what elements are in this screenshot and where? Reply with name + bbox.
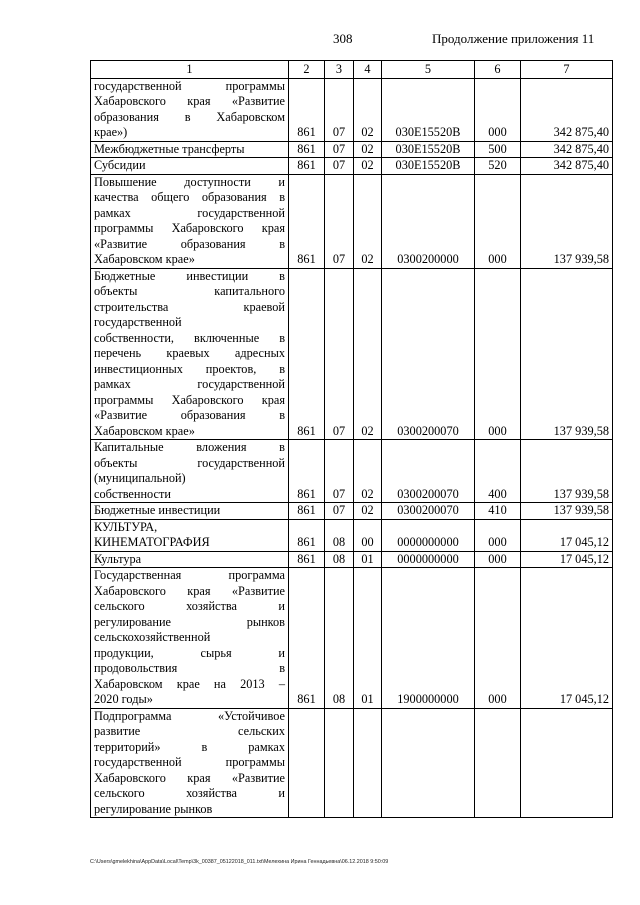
expense-type-cell: 520 — [475, 158, 521, 175]
expense-type-cell: 000 — [475, 174, 521, 268]
row-name-line: образования в Хабаровском — [94, 109, 285, 124]
row-name-line: Государственная программа — [94, 568, 285, 582]
expense-type-cell: 410 — [475, 503, 521, 520]
row-name-line: регулирование рынков — [94, 614, 285, 629]
row-name-line: строительства краевой — [94, 299, 285, 314]
column-header-6: 6 — [475, 61, 521, 79]
table-row — [91, 141, 613, 158]
row-name-line: Субсидии — [94, 158, 146, 172]
section-code-cell: 08 — [325, 519, 354, 551]
expense-type-cell — [475, 708, 521, 818]
column-header-7: 7 — [521, 61, 613, 79]
row-name-cell — [91, 78, 289, 141]
target-article-cell: 0300200070 — [382, 503, 475, 520]
table-row — [91, 568, 613, 709]
row-name-line: инвестиционных проектов, в — [94, 361, 285, 376]
row-name-line: Хабаровском крае» — [94, 252, 195, 266]
row-name-line: КИНЕМАТОГРАФИЯ — [94, 535, 210, 549]
column-header-1: 1 — [91, 61, 289, 79]
table-row — [91, 174, 613, 268]
ministry-code-cell: 861 — [289, 551, 325, 568]
section-code-cell: 08 — [325, 568, 354, 709]
ministry-code-cell: 861 — [289, 158, 325, 175]
subsection-code-cell: 00 — [354, 519, 382, 551]
row-name-line: перечень краевых адресных — [94, 346, 285, 360]
section-code-cell — [325, 708, 354, 818]
row-name-line: программы Хабаровского края — [94, 221, 285, 235]
section-code-cell: 07 — [325, 174, 354, 268]
row-name-line: рамках государственной — [94, 205, 285, 220]
row-name-line: объекты капитального — [94, 284, 285, 298]
row-name-cell — [91, 174, 289, 268]
row-name-line: Межбюджетные трансферты — [94, 141, 245, 156]
ministry-code-cell: 861 — [289, 440, 325, 503]
subsection-code-cell: 01 — [354, 551, 382, 568]
row-name-line: собственности, включенные в — [94, 330, 285, 345]
row-name-cell — [91, 141, 289, 158]
row-name-cell — [91, 519, 289, 551]
target-article-cell: 0300200000 — [382, 174, 475, 268]
target-article-cell: 030Е15520В — [382, 78, 475, 141]
row-name-line: государственной программы — [94, 78, 285, 93]
row-name-line: Хабаровском крае» — [94, 423, 195, 438]
amount-cell: 137 939,58 — [521, 503, 613, 520]
amount-cell: 137 939,58 — [521, 268, 613, 440]
section-code-cell: 07 — [325, 158, 354, 175]
amount-cell: 17 045,12 — [521, 519, 613, 551]
target-article-cell: 030Е15520В — [382, 158, 475, 175]
column-header-5: 5 — [382, 61, 475, 79]
amount-cell: 137 939,58 — [521, 440, 613, 503]
amount-cell: 342 875,40 — [521, 78, 613, 141]
ministry-code-cell: 861 — [289, 141, 325, 158]
expense-type-cell: 000 — [475, 78, 521, 141]
row-name-line: Бюджетные инвестиции — [94, 503, 221, 517]
row-name-line: сельского хозяйства и — [94, 599, 285, 613]
target-article-cell: 0000000000 — [382, 551, 475, 568]
target-article-cell: 030Е15520В — [382, 141, 475, 158]
row-name-line: Подпрограмма «Устойчивое — [94, 708, 285, 723]
row-name-line: КУЛЬТУРА, — [94, 519, 158, 534]
section-code-cell: 07 — [325, 141, 354, 158]
row-name-cell — [91, 708, 289, 818]
ministry-code-cell: 861 — [289, 568, 325, 709]
subsection-code-cell: 02 — [354, 78, 382, 141]
row-name-line: крае») — [94, 125, 128, 139]
row-name-line: Капитальные вложения в — [94, 440, 285, 454]
row-name-line: Культура — [94, 551, 142, 566]
section-code-cell: 07 — [325, 503, 354, 520]
target-article-cell: 0300200070 — [382, 268, 475, 440]
table-body — [91, 78, 613, 818]
row-name-line: продукции, сырья и — [94, 645, 285, 660]
expense-type-cell: 000 — [475, 568, 521, 709]
expense-type-cell: 400 — [475, 440, 521, 503]
table-row — [91, 708, 613, 818]
subsection-code-cell: 02 — [354, 268, 382, 440]
row-name-line: Хабаровском крае на 2013 – — [94, 676, 285, 691]
budget-table — [90, 60, 613, 818]
amount-cell: 17 045,12 — [521, 568, 613, 709]
row-name-cell — [91, 158, 289, 175]
subsection-code-cell: 02 — [354, 174, 382, 268]
row-name-line: продовольствия в — [94, 661, 285, 675]
section-code-cell: 08 — [325, 551, 354, 568]
target-article-cell: 1900000000 — [382, 568, 475, 709]
table-row — [91, 551, 613, 568]
amount-cell: 137 939,58 — [521, 174, 613, 268]
row-name-line: Бюджетные инвестиции в — [94, 268, 285, 283]
row-name-line: Хабаровского края «Развитие — [94, 583, 285, 598]
expense-type-cell: 000 — [475, 268, 521, 440]
column-header-2: 2 — [289, 61, 325, 79]
row-name-line: программы Хабаровского края — [94, 392, 285, 407]
table-row — [91, 158, 613, 175]
row-name-line: Хабаровского края «Развитие — [94, 770, 285, 785]
column-header-3: 3 — [325, 61, 354, 79]
row-name-cell — [91, 268, 289, 440]
row-name-line: развитие сельских — [94, 724, 285, 738]
target-article-cell: 0000000000 — [382, 519, 475, 551]
subsection-code-cell: 02 — [354, 141, 382, 158]
ministry-code-cell: 861 — [289, 78, 325, 141]
amount-cell: 342 875,40 — [521, 158, 613, 175]
row-name-line: «Развитие образования в — [94, 408, 285, 422]
amount-cell: 342 875,40 — [521, 141, 613, 158]
row-name-line: рамках государственной — [94, 377, 285, 391]
ministry-code-cell: 861 — [289, 174, 325, 268]
column-number-row — [91, 61, 613, 79]
row-name-line: территорий» в рамках — [94, 739, 285, 754]
expense-type-cell: 000 — [475, 519, 521, 551]
table-row — [91, 268, 613, 440]
row-name-cell — [91, 440, 289, 503]
section-code-cell: 07 — [325, 268, 354, 440]
ministry-code-cell — [289, 708, 325, 818]
expense-type-cell: 000 — [475, 551, 521, 568]
target-article-cell: 0300200070 — [382, 440, 475, 503]
file-path-footer: C:\Users\gmelekhina\AppData\Local\Temp\3k_00387_05122018_011.txt\Мелехина Ирина Геннадьевна\06.12.2018 9:50:09 — [90, 859, 389, 865]
row-name-line: сельского хозяйства и — [94, 786, 285, 800]
row-name-line: сельскохозяйственной — [94, 630, 211, 644]
table-row — [91, 440, 613, 503]
row-name-line: государственной — [94, 315, 182, 329]
section-code-cell: 07 — [325, 78, 354, 141]
amount-cell: 17 045,12 — [521, 551, 613, 568]
table-row — [91, 78, 613, 141]
subsection-code-cell: 01 — [354, 568, 382, 709]
target-article-cell — [382, 708, 475, 818]
row-name-line: собственности — [94, 486, 171, 501]
row-name-line: государственной программы — [94, 755, 285, 769]
expense-type-cell: 500 — [475, 141, 521, 158]
row-name-line: «Развитие образования в — [94, 236, 285, 251]
row-name-line: регулирование рынков — [94, 801, 213, 816]
row-name-line: Хабаровского края «Развитие — [94, 94, 285, 108]
section-code-cell: 07 — [325, 440, 354, 503]
subsection-code-cell: 02 — [354, 158, 382, 175]
row-name-cell — [91, 551, 289, 568]
row-name-line: (муниципальной) — [94, 471, 186, 485]
row-name-line: Повышение доступности и — [94, 174, 285, 189]
row-name-line: 2020 годы» — [94, 692, 153, 706]
appendix-continuation-note: Продолжение приложения 11 — [432, 31, 595, 46]
ministry-code-cell: 861 — [289, 503, 325, 520]
row-name-cell — [91, 503, 289, 520]
table-row — [91, 519, 613, 551]
table-row — [91, 503, 613, 520]
row-name-cell — [91, 568, 289, 709]
amount-cell — [521, 708, 613, 818]
ministry-code-cell: 861 — [289, 519, 325, 551]
table-header — [91, 61, 613, 79]
row-name-line: качества общего образования в — [94, 190, 285, 204]
page-number: 308 — [333, 31, 353, 46]
column-header-4: 4 — [354, 61, 382, 79]
row-name-line: объекты государственной — [94, 455, 285, 470]
subsection-code-cell: 02 — [354, 440, 382, 503]
subsection-code-cell — [354, 708, 382, 818]
subsection-code-cell: 02 — [354, 503, 382, 520]
ministry-code-cell: 861 — [289, 268, 325, 440]
